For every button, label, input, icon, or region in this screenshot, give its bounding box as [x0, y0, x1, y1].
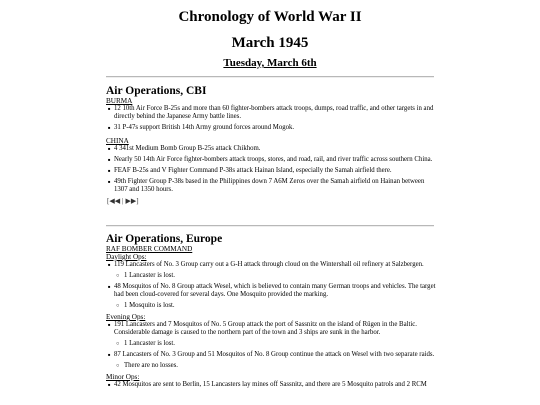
- list-item: ■ 49th Fighter Group P-38s based in the Philippines down 7 A6M Zeros over the Samah airfield on Hainan between 1307 and 1350 hours.: [114, 178, 436, 194]
- page-month: March 1945: [231, 35, 309, 51]
- section-heading-europe: Air Operations, Europe: [106, 233, 223, 245]
- list-item: ■ 12 10th Air Force B-25s and more than 60 fighter-bombers attack troops, dumps, road traffic, and other targets in and directly behind the Japanese Army battle lines.: [114, 105, 436, 121]
- subheading-china: CHINA: [106, 137, 129, 145]
- list-subitem: ○ 1 Lancaster is lost.: [124, 272, 436, 280]
- list-subitem: ○ 1 Lancaster is lost.: [124, 340, 436, 348]
- page-title: Chronology of World War II: [178, 9, 362, 25]
- list-item: ■ 48 Mosquitos of No. 8 Group attack Wesel, which is believed to contain many German troops and vehicles. The target had been cloud-covered for several days. One Mosquito provided the marking.: [114, 283, 436, 299]
- section-europe: [106, 233, 436, 392]
- subheading-minor: Minor Ops:: [106, 373, 140, 381]
- page-date: Tuesday, March 6th: [223, 57, 317, 69]
- list-item: ■ 42 Mosquitos are sent to Berlin, 15 Lancasters lay mines off Sassnitz, and there are 5 Mosquito patrols and 2 RCM: [114, 381, 436, 389]
- divider: [106, 76, 434, 78]
- list-item: ■ 31 P-47s support British 14th Army ground forces around Mogok.: [114, 124, 436, 132]
- list-item: ■ FEAF B-25s and V Fighter Command P-38s attack Hainan Island, especially the Samah airfield there.: [114, 167, 436, 175]
- list-item: ■ 119 Lancasters of No. 3 Group carry out a G-H attack through cloud on the Wintershall oil refinery at Salzbergen.: [114, 261, 436, 269]
- divider: [106, 225, 434, 227]
- subheading-evening: Evening Ops:: [106, 313, 146, 321]
- subheading-daylight: Daylight Ops:: [106, 253, 147, 261]
- section-cbi: [106, 85, 436, 205]
- list-item: ■ Nearly 50 14th Air Force fighter-bombers attack troops, stores, and road, rail, and river traffic across southern China.: [114, 156, 436, 164]
- list-item: ■ 191 Lancasters and 7 Mosquitos of No. 5 Group attack the port of Sassnitz on the island of Rügen in the Baltic. Considerable damage is caused to the northern part of the town and 3 ships are sunk in the harbor.: [114, 321, 436, 337]
- prev-link[interactable]: [◀◀: [107, 197, 121, 205]
- pagination-nav: [106, 197, 436, 205]
- nav-separator: |: [122, 197, 124, 205]
- subheading-raf: RAF BOMBER COMMAND: [106, 245, 193, 253]
- list-daylight: [106, 261, 436, 310]
- section-heading-cbi: Air Operations, CBI: [106, 85, 207, 97]
- list-subitem: ○ 1 Mosquito is lost.: [124, 302, 436, 310]
- list-subitem: ○ There are no losses.: [124, 362, 436, 370]
- list-china: [106, 145, 436, 194]
- list-burma: [106, 105, 436, 132]
- list-item: ■ 87 Lancasters of No. 3 Group and 51 Mosquitos of No. 8 Group continue the attack on Wesel with two separate raids.: [114, 351, 436, 359]
- subheading-burma: BURMA: [106, 97, 133, 105]
- list-minor: [106, 381, 436, 389]
- list-item: ■ 4 341st Medium Bomb Group B-25s attack Chikhom.: [114, 145, 436, 153]
- next-link[interactable]: ▶▶]: [125, 197, 139, 205]
- list-evening: [106, 321, 436, 370]
